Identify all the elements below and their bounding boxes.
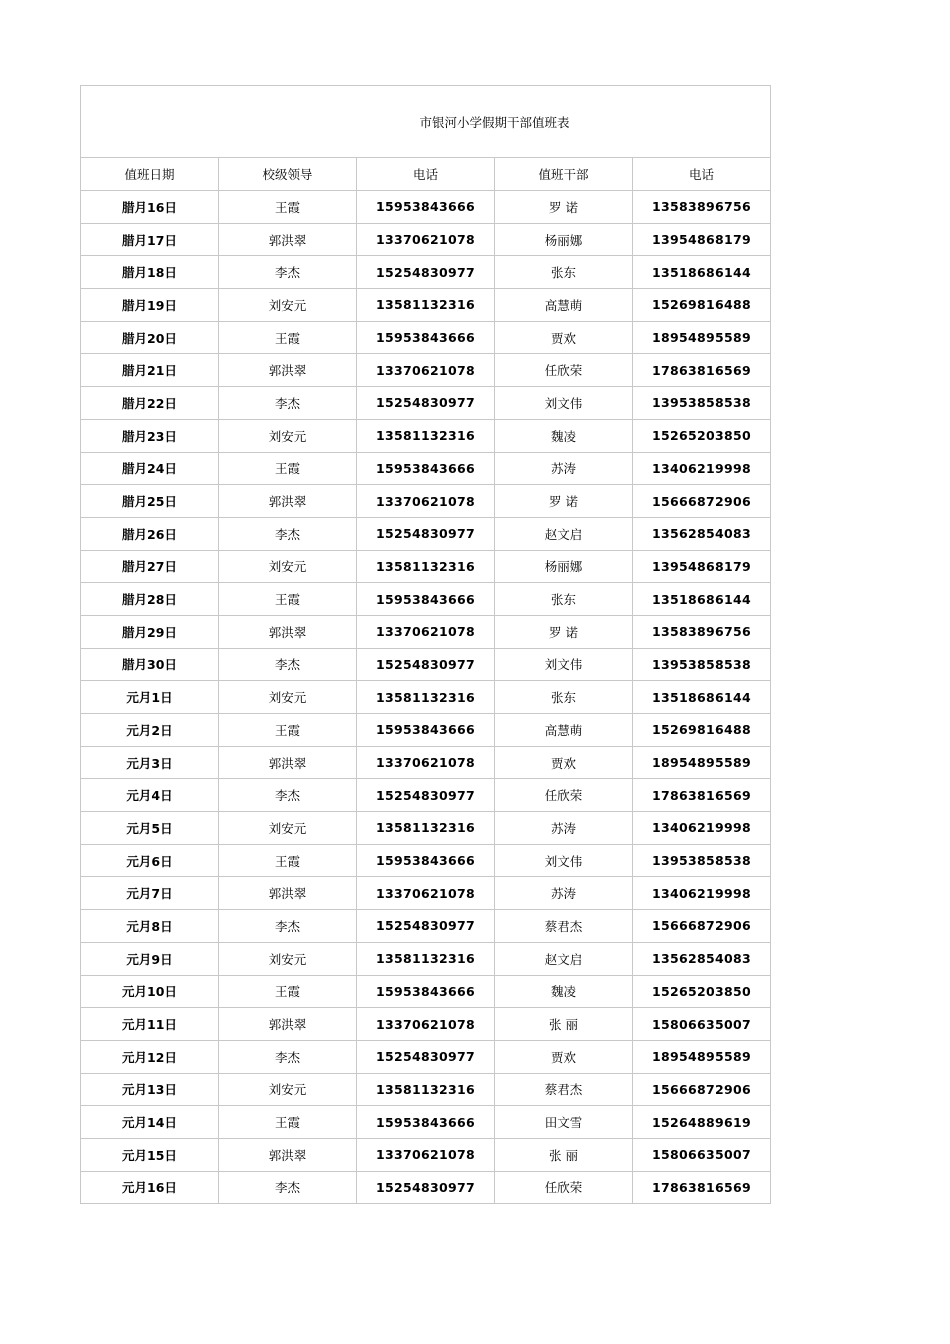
leader-phone-cell: 15953843666	[357, 1106, 495, 1139]
cadre-name-cell: 贾欢	[495, 1040, 633, 1073]
header-duty-date: 值班日期	[81, 158, 219, 191]
cadre-name-cell: 魏凌	[495, 975, 633, 1008]
table-row	[81, 223, 771, 256]
cadre-name-cell: 刘文伟	[495, 387, 633, 420]
duty-date-cell: 腊月26日	[81, 517, 219, 550]
cadre-name-cell: 任欣荣	[495, 354, 633, 387]
leader-phone-cell: 13370621078	[357, 354, 495, 387]
leader-name-cell: 李杰	[219, 517, 357, 550]
leader-phone-cell: 13581132316	[357, 1073, 495, 1106]
cadre-phone-cell: 15666872906	[633, 485, 771, 518]
cadre-phone-cell: 17863816569	[633, 779, 771, 812]
cadre-phone-cell: 13406219998	[633, 877, 771, 910]
cadre-phone-cell: 15666872906	[633, 910, 771, 943]
cadre-name-cell: 罗 诺	[495, 485, 633, 518]
cadre-name-cell: 蔡君杰	[495, 1073, 633, 1106]
duty-date-cell: 腊月18日	[81, 256, 219, 289]
leader-phone-cell: 13370621078	[357, 1138, 495, 1171]
cadre-phone-cell: 13518686144	[633, 583, 771, 616]
leader-phone-cell: 15254830977	[357, 1040, 495, 1073]
cadre-name-cell: 赵文启	[495, 942, 633, 975]
leader-name-cell: 王霞	[219, 583, 357, 616]
cadre-name-cell: 任欣荣	[495, 779, 633, 812]
leader-name-cell: 王霞	[219, 1106, 357, 1139]
cadre-phone-cell: 18954895589	[633, 746, 771, 779]
cadre-name-cell: 蔡君杰	[495, 910, 633, 943]
cadre-name-cell: 田文雪	[495, 1106, 633, 1139]
cadre-name-cell: 刘文伟	[495, 648, 633, 681]
cadre-name-cell: 张东	[495, 681, 633, 714]
cadre-phone-cell: 15806635007	[633, 1138, 771, 1171]
duty-date-cell: 元月4日	[81, 779, 219, 812]
duty-date-cell: 元月15日	[81, 1138, 219, 1171]
cadre-name-cell: 张 丽	[495, 1138, 633, 1171]
header-row	[81, 158, 771, 191]
cadre-name-cell: 罗 诺	[495, 191, 633, 224]
duty-date-cell: 腊月30日	[81, 648, 219, 681]
cadre-phone-cell: 13406219998	[633, 452, 771, 485]
leader-name-cell: 李杰	[219, 1040, 357, 1073]
leader-name-cell: 刘安元	[219, 681, 357, 714]
cadre-phone-cell: 13953858538	[633, 387, 771, 420]
cadre-name-cell: 魏凌	[495, 419, 633, 452]
leader-phone-cell: 13370621078	[357, 485, 495, 518]
cadre-name-cell: 张东	[495, 583, 633, 616]
duty-date-cell: 元月7日	[81, 877, 219, 910]
cadre-phone-cell: 18954895589	[633, 321, 771, 354]
duty-roster-table	[80, 85, 771, 1204]
cadre-phone-cell: 17863816569	[633, 354, 771, 387]
cadre-phone-cell: 15269816488	[633, 714, 771, 747]
table-row	[81, 714, 771, 747]
table-row	[81, 1073, 771, 1106]
duty-roster-body	[81, 86, 771, 1204]
cadre-phone-cell: 17863816569	[633, 1171, 771, 1204]
leader-name-cell: 李杰	[219, 648, 357, 681]
cadre-name-cell: 张 丽	[495, 1008, 633, 1041]
leader-name-cell: 刘安元	[219, 419, 357, 452]
header-leader-phone: 电话	[357, 158, 495, 191]
leader-name-cell: 郭洪翠	[219, 1008, 357, 1041]
duty-date-cell: 元月9日	[81, 942, 219, 975]
leader-name-cell: 王霞	[219, 844, 357, 877]
duty-date-cell: 腊月19日	[81, 289, 219, 322]
leader-phone-cell: 13370621078	[357, 223, 495, 256]
table-row	[81, 321, 771, 354]
cadre-phone-cell: 13954868179	[633, 550, 771, 583]
table-row	[81, 877, 771, 910]
cadre-phone-cell: 13583896756	[633, 191, 771, 224]
leader-name-cell: 郭洪翠	[219, 615, 357, 648]
leader-name-cell: 王霞	[219, 191, 357, 224]
duty-date-cell: 腊月20日	[81, 321, 219, 354]
table-row	[81, 191, 771, 224]
leader-name-cell: 王霞	[219, 321, 357, 354]
table-row	[81, 1040, 771, 1073]
leader-name-cell: 郭洪翠	[219, 746, 357, 779]
leader-name-cell: 李杰	[219, 256, 357, 289]
table-row	[81, 615, 771, 648]
table-row	[81, 256, 771, 289]
table-row	[81, 387, 771, 420]
table-row	[81, 1106, 771, 1139]
cadre-name-cell: 任欣荣	[495, 1171, 633, 1204]
cadre-phone-cell: 13518686144	[633, 256, 771, 289]
duty-date-cell: 元月12日	[81, 1040, 219, 1073]
leader-phone-cell: 15953843666	[357, 583, 495, 616]
duty-date-cell: 腊月22日	[81, 387, 219, 420]
cadre-phone-cell: 15806635007	[633, 1008, 771, 1041]
leader-name-cell: 郭洪翠	[219, 1138, 357, 1171]
table-row	[81, 779, 771, 812]
cadre-name-cell: 高慧萌	[495, 289, 633, 322]
duty-date-cell: 腊月16日	[81, 191, 219, 224]
cadre-phone-cell: 13562854083	[633, 942, 771, 975]
table-row	[81, 354, 771, 387]
duty-date-cell: 元月11日	[81, 1008, 219, 1041]
table-row	[81, 975, 771, 1008]
leader-name-cell: 李杰	[219, 387, 357, 420]
table-row	[81, 550, 771, 583]
leader-phone-cell: 15953843666	[357, 321, 495, 354]
leader-name-cell: 郭洪翠	[219, 485, 357, 518]
duty-date-cell: 腊月23日	[81, 419, 219, 452]
cadre-name-cell: 刘文伟	[495, 844, 633, 877]
duty-date-cell: 腊月24日	[81, 452, 219, 485]
duty-date-cell: 腊月25日	[81, 485, 219, 518]
table-title: 市银河小学假期干部值班表	[81, 86, 771, 158]
leader-phone-cell: 13581132316	[357, 942, 495, 975]
leader-phone-cell: 13370621078	[357, 877, 495, 910]
leader-name-cell: 李杰	[219, 910, 357, 943]
leader-phone-cell: 15953843666	[357, 191, 495, 224]
leader-name-cell: 郭洪翠	[219, 877, 357, 910]
leader-phone-cell: 15254830977	[357, 517, 495, 550]
cadre-name-cell: 张东	[495, 256, 633, 289]
leader-name-cell: 刘安元	[219, 289, 357, 322]
header-duty-cadre: 值班干部	[495, 158, 633, 191]
cadre-name-cell: 赵文启	[495, 517, 633, 550]
leader-name-cell: 刘安元	[219, 812, 357, 845]
cadre-name-cell: 高慧萌	[495, 714, 633, 747]
leader-name-cell: 郭洪翠	[219, 354, 357, 387]
table-row	[81, 648, 771, 681]
cadre-phone-cell: 13562854083	[633, 517, 771, 550]
cadre-phone-cell: 15265203850	[633, 975, 771, 1008]
table-row	[81, 844, 771, 877]
duty-date-cell: 元月10日	[81, 975, 219, 1008]
cadre-name-cell: 贾欢	[495, 321, 633, 354]
cadre-name-cell: 苏涛	[495, 812, 633, 845]
leader-name-cell: 王霞	[219, 452, 357, 485]
table-row	[81, 452, 771, 485]
cadre-phone-cell: 18954895589	[633, 1040, 771, 1073]
cadre-phone-cell: 13406219998	[633, 812, 771, 845]
table-row	[81, 910, 771, 943]
cadre-phone-cell: 15666872906	[633, 1073, 771, 1106]
table-row	[81, 289, 771, 322]
leader-name-cell: 王霞	[219, 975, 357, 1008]
leader-phone-cell: 15953843666	[357, 844, 495, 877]
leader-phone-cell: 13370621078	[357, 615, 495, 648]
leader-name-cell: 刘安元	[219, 1073, 357, 1106]
cadre-phone-cell: 13518686144	[633, 681, 771, 714]
duty-date-cell: 元月3日	[81, 746, 219, 779]
leader-phone-cell: 15254830977	[357, 387, 495, 420]
duty-date-cell: 腊月21日	[81, 354, 219, 387]
cadre-name-cell: 罗 诺	[495, 615, 633, 648]
duty-date-cell: 腊月17日	[81, 223, 219, 256]
duty-date-cell: 元月16日	[81, 1171, 219, 1204]
leader-name-cell: 王霞	[219, 714, 357, 747]
table-row	[81, 583, 771, 616]
duty-date-cell: 元月2日	[81, 714, 219, 747]
table-row	[81, 746, 771, 779]
leader-name-cell: 李杰	[219, 1171, 357, 1204]
cadre-name-cell: 苏涛	[495, 452, 633, 485]
cadre-name-cell: 贾欢	[495, 746, 633, 779]
cadre-name-cell: 杨丽娜	[495, 223, 633, 256]
leader-phone-cell: 13581132316	[357, 812, 495, 845]
duty-date-cell: 元月13日	[81, 1073, 219, 1106]
cadre-phone-cell: 13953858538	[633, 844, 771, 877]
table-row	[81, 812, 771, 845]
duty-date-cell: 腊月29日	[81, 615, 219, 648]
cadre-phone-cell: 13583896756	[633, 615, 771, 648]
cadre-phone-cell: 15265203850	[633, 419, 771, 452]
leader-name-cell: 刘安元	[219, 942, 357, 975]
leader-phone-cell: 15953843666	[357, 714, 495, 747]
table-row	[81, 517, 771, 550]
duty-date-cell: 元月1日	[81, 681, 219, 714]
cadre-phone-cell: 13953858538	[633, 648, 771, 681]
leader-phone-cell: 15953843666	[357, 975, 495, 1008]
cadre-name-cell: 苏涛	[495, 877, 633, 910]
leader-name-cell: 刘安元	[219, 550, 357, 583]
duty-date-cell: 元月14日	[81, 1106, 219, 1139]
table-row	[81, 1138, 771, 1171]
leader-phone-cell: 15254830977	[357, 648, 495, 681]
leader-name-cell: 郭洪翠	[219, 223, 357, 256]
table-row	[81, 681, 771, 714]
leader-phone-cell: 13581132316	[357, 681, 495, 714]
table-row	[81, 942, 771, 975]
duty-date-cell: 元月5日	[81, 812, 219, 845]
duty-date-cell: 元月6日	[81, 844, 219, 877]
leader-phone-cell: 15254830977	[357, 256, 495, 289]
header-cadre-phone: 电话	[633, 158, 771, 191]
cadre-name-cell: 杨丽娜	[495, 550, 633, 583]
table-row	[81, 419, 771, 452]
leader-phone-cell: 13370621078	[357, 1008, 495, 1041]
leader-phone-cell: 15254830977	[357, 779, 495, 812]
header-school-leader: 校级领导	[219, 158, 357, 191]
leader-phone-cell: 15953843666	[357, 452, 495, 485]
cadre-phone-cell: 15269816488	[633, 289, 771, 322]
table-row	[81, 1171, 771, 1204]
leader-phone-cell: 13581132316	[357, 419, 495, 452]
leader-phone-cell: 13581132316	[357, 550, 495, 583]
table-row	[81, 485, 771, 518]
leader-phone-cell: 13370621078	[357, 746, 495, 779]
leader-phone-cell: 15254830977	[357, 1171, 495, 1204]
leader-phone-cell: 15254830977	[357, 910, 495, 943]
duty-date-cell: 腊月27日	[81, 550, 219, 583]
table-row	[81, 1008, 771, 1041]
cadre-phone-cell: 15264889619	[633, 1106, 771, 1139]
leader-name-cell: 李杰	[219, 779, 357, 812]
leader-phone-cell: 13581132316	[357, 289, 495, 322]
cadre-phone-cell: 13954868179	[633, 223, 771, 256]
title-row	[81, 86, 771, 158]
duty-date-cell: 元月8日	[81, 910, 219, 943]
duty-date-cell: 腊月28日	[81, 583, 219, 616]
